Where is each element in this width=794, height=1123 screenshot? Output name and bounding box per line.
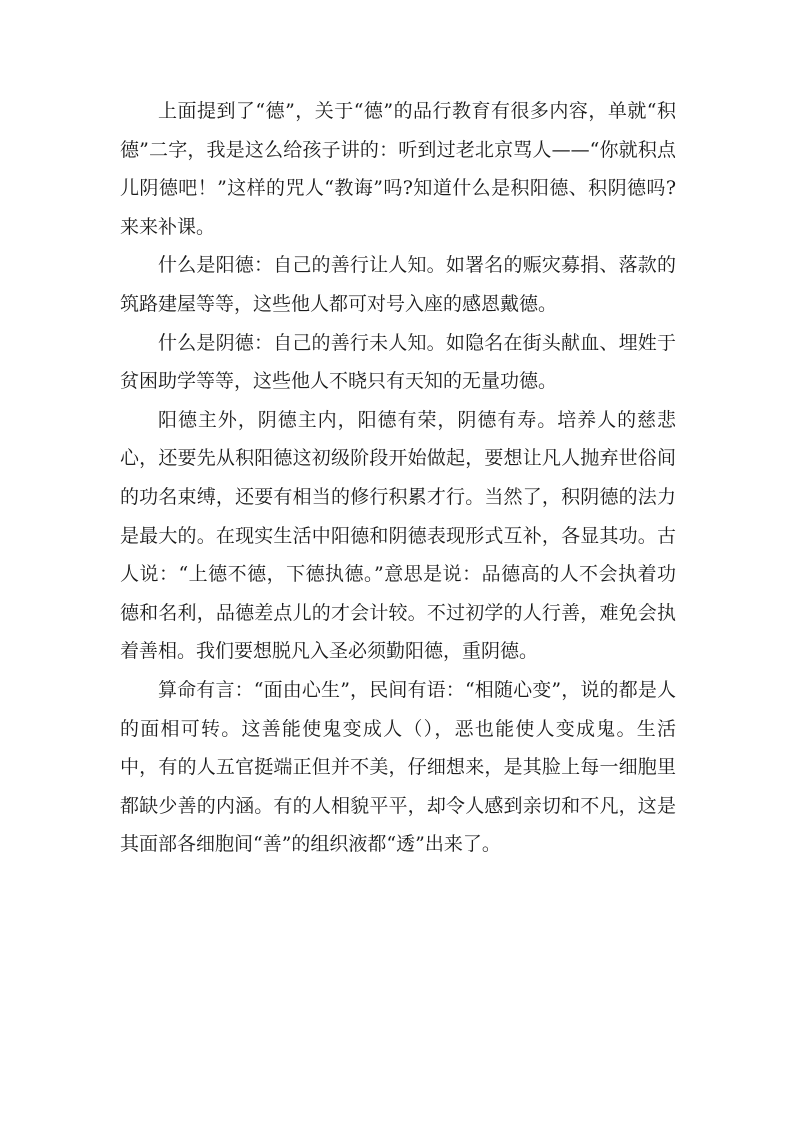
paragraph-yin-de: 什么是阴德：自己的善行未人知。如隐名在街头献血、埋姓于贫困助学等等，这些他人不晓只有天知的无量功德。 <box>120 331 676 393</box>
paragraph-intro: 上面提到了“德”，关于“德”的品行教育有很多内容，单就“积德”二字，我是这么给孩子讲的：听到过老北京骂人——“你就积点儿阴德吧！”这样的咒人“教诲”吗?知道什么是积阳德、积阴德吗?来来补课。 <box>120 100 676 238</box>
document-body <box>120 92 676 864</box>
paragraph-yang-yin-comparison: 阳德主外，阴德主内，阳德有荣，阴德有寿。培养人的慈悲心，还要先从积阳德这初级阶段开始做起，要想让凡人抛弃世俗间的功名束缚，还要有相当的修行积累才行。当然了，积阴德的法力是最大的。在现实生活中阳德和阴德表现形式互补，各显其功。古人说：“上德不德，下德执德。”意思是说：品德高的人不会执着功德和名利，品德差点儿的才会计较。不过初学的人行善，难免会执着善相。我们要想脱凡入圣必须勤阳德，重阴德。 <box>120 408 676 663</box>
paragraph-yang-de: 什么是阳德：自己的善行让人知。如署名的赈灾募捐、落款的筑路建屋等等，这些他人都可对号入座的感恩戴德。 <box>120 254 676 315</box>
paragraph-face-and-heart: 算命有言：“面由心生”，民间有语：“相随心变”，说的都是人的面相可转。这善能使鬼变成人（），恶也能使人变成鬼。生活中，有的人五官挺端正但并不美，仔细想来，是其脸上每一细胞里都缺少善的内涵。有的人相貌平平，却令人感到亲切和不凡，这是其面部各细胞间“善”的组织液都“透”出来了。 <box>120 678 676 856</box>
